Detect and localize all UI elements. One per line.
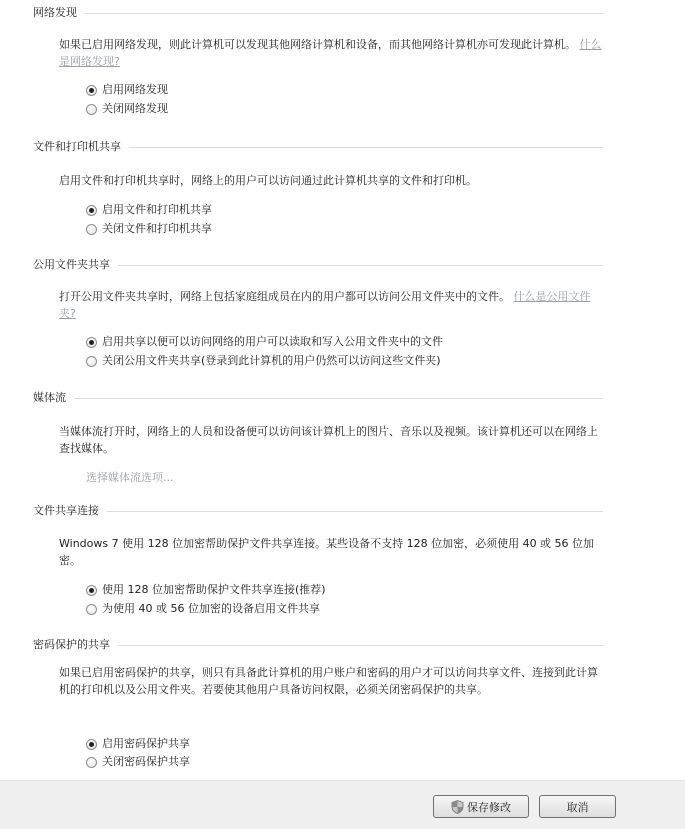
section-title: 网络发现 <box>33 6 85 20</box>
radio-button[interactable] <box>86 604 97 615</box>
radio-label: 启用文件和打印机共享 <box>102 203 212 216</box>
radio-enable-network-discovery[interactable] <box>86 81 168 99</box>
radio-button[interactable] <box>86 757 97 768</box>
save-changes-button[interactable] <box>433 795 529 818</box>
radio-label: 使用 128 位加密帮助保护文件共享连接(推荐) <box>102 583 326 596</box>
choose-media-streaming-options-link[interactable]: 选择媒体流选项... <box>86 471 174 484</box>
section-header <box>33 391 603 405</box>
radio-disable-public-folder-sharing[interactable] <box>86 352 441 370</box>
section-description: 如果已启用密码保护的共享，则只有具备此计算机的用户账户和密码的用户才可以访问共享文件、连接到此计算机的打印机以及公用文件夹。若要使其他用户具备访问权限，必须关闭密码保护的共享。 <box>59 666 598 696</box>
radio-label: 为使用 40 或 56 位加密的设备启用文件共享 <box>102 602 320 615</box>
radio-label: 关闭公用文件夹共享(登录到此计算机的用户仍然可以访问这些文件夹) <box>102 354 441 367</box>
radio-button[interactable] <box>86 104 97 115</box>
section-divider <box>33 13 603 14</box>
radio-disable-network-discovery[interactable] <box>86 100 168 118</box>
radio-button[interactable] <box>86 205 97 216</box>
radio-button[interactable] <box>86 585 97 596</box>
section-header <box>33 638 603 652</box>
radio-button[interactable] <box>86 85 97 96</box>
radio-label: 关闭网络发现 <box>102 102 168 115</box>
section-title: 公用文件夹共享 <box>33 258 118 272</box>
section-title: 文件共享连接 <box>33 504 107 518</box>
section-divider <box>33 265 603 266</box>
section-description: 启用文件和打印机共享时，网络上的用户可以访问通过此计算机共享的文件和打印机。 <box>59 174 477 187</box>
section-title: 文件和打印机共享 <box>33 140 129 154</box>
radio-40-56bit-encryption[interactable] <box>86 600 320 618</box>
section-header <box>33 504 603 518</box>
radio-button[interactable] <box>86 224 97 235</box>
radio-disable-file-printer-sharing[interactable] <box>86 220 212 238</box>
radio-label: 关闭密码保护共享 <box>102 755 190 768</box>
radio-label: 关闭文件和打印机共享 <box>102 222 212 235</box>
radio-label: 启用密码保护共享 <box>102 737 190 750</box>
section-description: 当媒体流打开时，网络上的人员和设备便可以访问该计算机上的图片、音乐以及视频。该计算机还可以在网络上查找媒体。 <box>59 425 598 455</box>
section-description: 打开公用文件夹共享时，网络上包括家庭组成员在内的用户都可以访问公用文件夹中的文件。 什么是公用文件夹? <box>59 290 591 320</box>
section-title: 密码保护的共享 <box>33 638 118 652</box>
section-divider <box>33 645 603 646</box>
radio-enable-file-printer-sharing[interactable] <box>86 201 212 219</box>
uac-shield-icon <box>451 800 464 814</box>
cancel-button[interactable] <box>539 795 616 818</box>
section-header <box>33 6 603 20</box>
help-link-network-discovery[interactable]: 什么是网络发现? <box>59 38 602 68</box>
help-link-public-folder[interactable]: 什么是公用文件夹? <box>59 290 591 320</box>
radio-disable-password-protected-sharing[interactable] <box>86 753 190 771</box>
radio-enable-password-protected-sharing[interactable] <box>86 735 190 753</box>
section-title: 媒体流 <box>33 391 74 405</box>
radio-128bit-encryption[interactable] <box>86 581 326 599</box>
section-header <box>33 258 603 272</box>
radio-button[interactable] <box>86 739 97 750</box>
save-changes-label: 保存修改 <box>467 800 511 814</box>
radio-button[interactable] <box>86 356 97 367</box>
section-divider <box>33 511 603 512</box>
radio-button[interactable] <box>86 337 97 348</box>
dialog-footer <box>0 780 685 829</box>
radio-label: 启用网络发现 <box>102 83 168 96</box>
section-description: 如果已启用网络发现，则此计算机可以发现其他网络计算机和设备，而其他网络计算机亦可发现此计算机。 什么是网络发现? <box>59 38 602 68</box>
section-header <box>33 140 603 154</box>
radio-label: 启用共享以便可以访问网络的用户可以读取和写入公用文件夹中的文件 <box>102 335 443 348</box>
section-description: Windows 7 使用 128 位加密帮助保护文件共享连接。某些设备不支持 128 位加密，必须使用 40 或 56 位加密。 <box>59 537 595 567</box>
cancel-label: 取消 <box>566 800 589 814</box>
section-divider <box>33 398 603 399</box>
radio-enable-public-folder-sharing[interactable] <box>86 333 443 351</box>
